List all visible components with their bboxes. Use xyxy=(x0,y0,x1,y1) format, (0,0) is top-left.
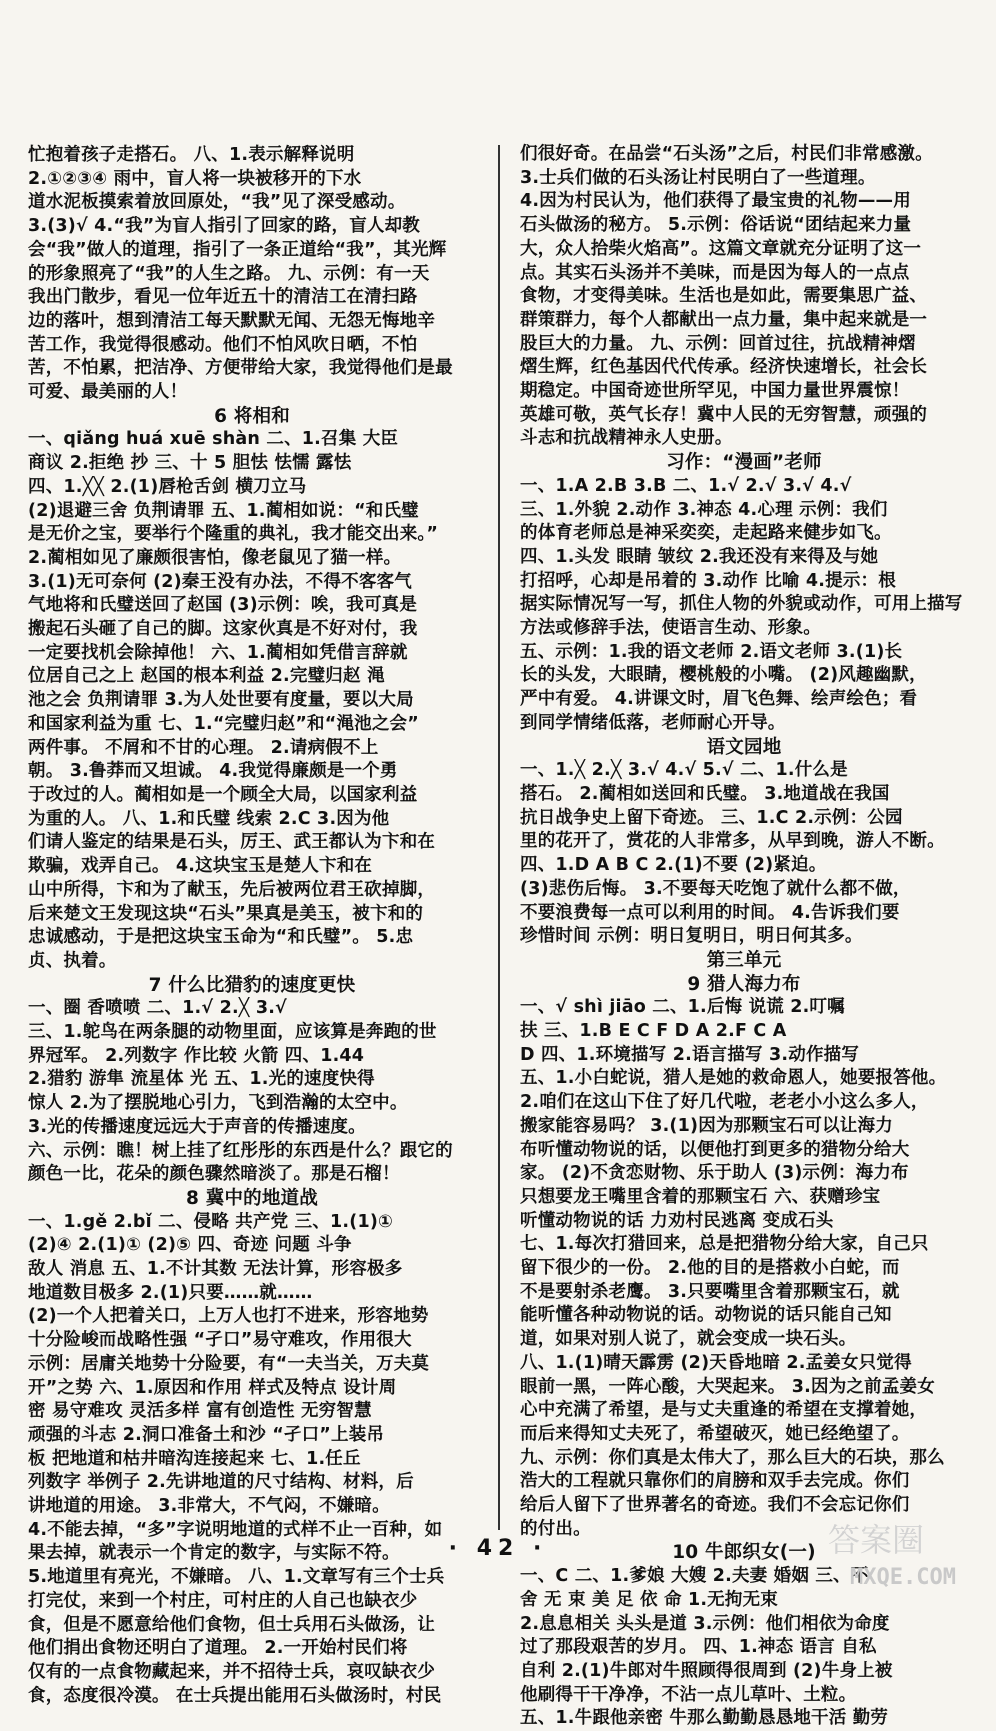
text-line: 4.因为村民认为，他们获得了最宝贵的礼物——用 xyxy=(520,191,911,212)
text-line: 四、1.D A B C 2.(1)不要 (2)紧迫。 xyxy=(520,855,827,876)
text-line: 食，态度很冷漠。 在士兵提出能用石头做汤时，村民 xyxy=(28,1685,442,1706)
text-line: 的形象照亮了“我”的人生之路。 九、示例：有一天 xyxy=(28,263,430,284)
text-line: 列数字 举例子 2.先讲地道的尺寸结构、材料，后 xyxy=(28,1472,414,1493)
text-line: 池之会 负荆请罪 3.为人处世要有度量，要以大局 xyxy=(28,690,414,711)
text-line: 里的花开了，赏花的人非常多，从早到晚，游人不断。 xyxy=(520,831,945,852)
text-line: 2.猎豹 游隼 流星体 光 五、1.光的速度快得 xyxy=(28,1069,375,1090)
text-line: 惊人 2.为了摆脱地心引力，飞到浩瀚的太空中。 xyxy=(28,1093,408,1114)
text-line: 长的头发，大眼睛，樱桃般的小嘴。 (2)风趣幽默， xyxy=(520,665,927,686)
text-line: 仅有的一点食物藏起来，并不招待士兵，哀叹缺衣少 xyxy=(28,1662,436,1682)
text-line: 六、示例：瞧！树上挂了红彤彤的东西是什么？跟它的 xyxy=(28,1140,453,1161)
text-line: 扶 三、1.B E C F D A 2.F C A xyxy=(520,1021,787,1042)
text-line: 心中充满了希望，是与丈夫重逢的希望在支撑着她， xyxy=(520,1400,928,1421)
text-line: 大，众人拾柴火焰高”。这篇文章就充分证明了这一 xyxy=(520,238,922,259)
text-line: 方法或修辞手法，使语言生动、形象。 xyxy=(520,618,821,639)
text-line: 五、1.小白蛇说，猎人是她的救命恩人，她要报答他。 xyxy=(520,1068,947,1089)
text-line: 于改过的人。蔺相如是一个顾全大局，以国家利益 xyxy=(28,784,418,805)
text-line: 苦，不怕累，把洁净、方便带给大家，我觉得他们是最 xyxy=(28,358,453,379)
section-heading: 9 猎人海力布 xyxy=(687,973,801,995)
text-line: 可爱、最美丽的人！ xyxy=(28,382,188,403)
text-line: 2.咱们在这山下住了好几代啦，老老小小这么多人， xyxy=(520,1092,929,1113)
text-line: 会“我”做人的道理，指引了一条正道给“我”，其光辉 xyxy=(28,239,447,260)
text-line: 密 易守难攻 灵活多样 富有创造性 无穷智慧 xyxy=(28,1401,372,1422)
text-line: 石头做汤的秘方。 5.示例：俗话说“团结起来力量 xyxy=(520,215,912,236)
text-line: 颜色一比，花朵的颜色骤然暗淡了。那是石榴！ xyxy=(28,1164,400,1185)
text-line: 一、1.gě 2.bǐ 二、侵略 共产党 三、1.(1)① xyxy=(28,1211,394,1232)
text-line: 他刷得干干净净，不沾一点儿草叶、土粒。 xyxy=(520,1684,857,1705)
text-line: 抗日战争史上留下奇迹。 三、1.C 2.示例：公园 xyxy=(520,807,903,828)
text-line: 讲地道的用途。 3.非常大，不气闷，不嫌暗。 xyxy=(28,1496,390,1517)
text-line: 们很好奇。在品尝“石头汤”之后，村民们非常感激。 xyxy=(520,144,933,164)
watermark-url: MXQE.COM xyxy=(850,1565,956,1590)
text-line: 家。 (2)不贪恋财物、乐于助人 (3)示例：海力布 xyxy=(520,1163,909,1184)
text-line: 一、1.A 2.B 3.B 二、1.√ 2.√ 3.√ 4.√ xyxy=(520,475,852,496)
text-line: 四、1.╳╳ 2.(1)唇枪舌剑 横刀立马 xyxy=(28,476,307,497)
text-line: 气地将和氏璧送回了赵国 (3)示例：唉，我可真是 xyxy=(28,595,418,616)
text-line: 板 把地道和枯井暗沟连接起来 七、1.任丘 xyxy=(28,1448,361,1469)
text-line: 舍 无 束 美 足 依 命 1.无拘无束 xyxy=(520,1589,778,1610)
text-line: 听懂动物说的话 力劝村民逃离 变成石头 xyxy=(520,1210,834,1231)
text-line: 打招呼，心却是吊着的 3.动作 比喻 4.提示：根 xyxy=(520,570,896,591)
text-line: 3.(1)无可奈何 (2)秦王没有办法，不得不客客气 xyxy=(28,571,412,592)
section-heading: 8 冀中的地道战 xyxy=(186,1187,318,1209)
text-line: 搬起石头砸了自己的脚。这家伙真是不好对付，我 xyxy=(28,619,418,640)
text-line: 3.士兵们做的石头汤让村民明白了一些道理。 xyxy=(520,167,876,188)
text-line: 我出门散步，看见一位年近五十的清洁工在清扫路 xyxy=(28,287,418,308)
text-line: 果去掉，就表示一个肯定的数字，与实际不符。 xyxy=(28,1543,400,1564)
text-line: (2)一个人把着关口，上万人也打不进来，形容地势 xyxy=(28,1306,429,1327)
text-line: 股巨大的力量。 九、示例：回首过往，抗战精神熠 xyxy=(520,333,916,354)
text-line: 示例：居庸关地势十分险要，有“一夫当关，万夫莫 xyxy=(28,1353,430,1374)
text-line: 过了那段艰苦的岁月。 四、1.神态 语言 自私 xyxy=(520,1637,877,1658)
text-line: 八、1.(1)晴天霹雳 (2)天昏地暗 2.孟姜女只觉得 xyxy=(520,1352,912,1373)
text-line: 2.①②③④ 雨中，盲人将一块被移开的下水 xyxy=(28,168,362,189)
text-line: 浩大的工程就只靠你们的肩膀和双手去完成。你们 xyxy=(520,1471,910,1492)
left-column xyxy=(28,144,476,1708)
section-heading: 10 牛郎织女(一) xyxy=(672,1542,816,1564)
text-line: D 四、1.环境描写 2.语言描写 3.动作描写 xyxy=(520,1044,860,1065)
text-line: 2.蔺相如见了廉颇很害怕，像老鼠见了猫一样。 xyxy=(28,547,402,568)
text-line: 道，如果对别人说了，就会变成一块石头。 xyxy=(520,1329,857,1350)
text-line: 七、1.每次打猎回来，总是把猎物分给大家，自己只 xyxy=(520,1234,929,1255)
text-line: 食物，才变得美味。生活也是如此，需要集思广益、 xyxy=(520,286,928,307)
text-line: 斗志和抗战精神永人史册。 xyxy=(520,428,733,449)
text-line: 的体育老师总是神采奕奕，走起路来健步如飞。 xyxy=(520,523,892,544)
section-heading: 6 将相和 xyxy=(214,405,290,427)
section-heading: 习作：“漫画”老师 xyxy=(666,452,822,474)
text-line: 们请人鉴定的结果是石头，厉王、武王都认为卞和在 xyxy=(28,832,436,853)
text-line: 九、示例：你们真是太伟大了，那么巨大的石块，那么 xyxy=(520,1447,945,1468)
text-line: 留下很少的一份。 2.他的目的是搭救小白蛇，而 xyxy=(520,1258,900,1279)
text-line: 不要浪费每一点可以利用的时间。 4.告诉我们要 xyxy=(520,902,900,923)
text-line: 边的落叶，想到清洁工每天默默无闻、无怨无悔地辛 xyxy=(28,310,436,331)
text-line: 5.地道里有亮光，不嫌暗。 八、1.文章写有三个士兵 xyxy=(28,1567,445,1588)
text-line: 食，但是不愿意给他们食物，但士兵用石头做汤，让 xyxy=(28,1614,436,1635)
text-line: 一、1.╳ 2.╳ 3.√ 4.√ 5.√ 二、1.什么是 xyxy=(520,760,848,781)
section-heading: 语文园地 xyxy=(706,736,782,758)
text-line: 忠诚感动，于是把这块宝玉命为“和氏璧”。 5.忠 xyxy=(28,927,414,948)
text-line: 敌人 消息 五、1.不计其数 无法计算，形容极多 xyxy=(28,1259,403,1280)
text-line: 的付出。 xyxy=(520,1518,591,1539)
text-line: 给后人留下了世界著名的奇迹。我们不会忘记你们 xyxy=(520,1495,910,1516)
text-line: 据实际情况写一写，抓住人物的外貌或动作，可用上描写 xyxy=(520,594,963,615)
text-line: (3)悲伤后悔。 3.不要每天吃饱了就什么都不做， xyxy=(520,878,911,899)
text-line: 不是要射杀老鹰。 3.只要嘴里含着那颗宝石，就 xyxy=(520,1281,900,1302)
text-line: 五、1.牛跟他亲密 牛那么勤勤恳恳地干活 勤劳 xyxy=(520,1708,889,1729)
text-line: 而后来得知丈夫死了，希望破灭，她已经绝望了。 xyxy=(520,1423,910,1444)
text-line: 到同学情绪低落，老师耐心开导。 xyxy=(520,712,786,733)
text-line: (2)④ 2.(1)① (2)⑤ 四、奇迹 问题 斗争 xyxy=(28,1235,352,1256)
text-line: 山中所得，卞和为了献玉，先后被两位君王砍掉脚， xyxy=(28,879,436,900)
text-line: (2)退避三舍 负荆请罪 五、1.蔺相如说：“和氏璧 xyxy=(28,500,419,521)
text-line: 英雄可敬，英气长存！冀中人民的无穷智慧，顽强的 xyxy=(520,404,928,425)
text-line: 自利 2.(1)牛郎对牛照顾得很周到 (2)牛身上被 xyxy=(520,1661,893,1681)
text-line: 期稳定。中国奇迹世所罕见，中国力量世界震惊！ xyxy=(520,381,910,402)
text-line: 熠生辉，红色基因代代传承。经济快速增长，社会长 xyxy=(520,357,928,378)
text-line: 2.息息相关 头头是道 3.示例：他们相依为命度 xyxy=(520,1613,890,1634)
text-line: 界冠军。 2.列数字 作比较 火箭 四、1.44 xyxy=(28,1045,365,1066)
text-line: 他们捐出食物还明白了道理。 2.一开始村民们将 xyxy=(28,1638,408,1659)
text-line: 搬家能容易吗？ 3.(1)因为那颗宝石可以让海力 xyxy=(520,1115,893,1136)
text-line: 一、C 二、1.爹娘 大嫂 2.夫妻 婚姻 三、不 xyxy=(520,1566,869,1587)
text-line: 地道数目极多 2.(1)只要……就…… xyxy=(28,1282,313,1303)
text-line: 十分险峻而战略性强 “孑口”易守难攻，作用很大 xyxy=(28,1330,412,1351)
text-line: 能听懂各种动物说的话。动物说的话只能自己知 xyxy=(520,1305,892,1326)
text-line: 贞、执着。 xyxy=(28,950,117,971)
text-line: 一定要找机会除掉他！ 六、1.蔺相如凭借言辞就 xyxy=(28,642,408,663)
text-line: 3.光的传播速度远远大于声音的传播速度。 xyxy=(28,1116,366,1137)
text-line: 只想要龙王嘴里含着的那颗宝石 六、获赠珍宝 xyxy=(520,1186,881,1207)
text-line: 两件事。 不屑和不甘的心理。 2.请病假不上 xyxy=(28,737,379,758)
text-line: 一、√ shì jiāo 二、1.后悔 说谎 2.叮嘱 xyxy=(520,997,845,1018)
text-line: 一、qiǎng huá xuē shàn 二、1.召集 大臣 xyxy=(28,429,399,450)
column-divider xyxy=(498,145,500,1530)
text-line: 打完仗，来到一个村庄，可村庄的人自己也缺衣少 xyxy=(28,1590,418,1611)
text-line: 朝。 3.鲁莽而又坦诚。 4.我觉得廉颇是一个勇 xyxy=(28,761,398,782)
text-line: 三、1.外貌 2.动作 3.神态 4.心理 示例：我们 xyxy=(520,499,888,520)
section-heading: 7 什么比猎豹的速度更快 xyxy=(148,974,356,996)
section-heading: 第三单元 xyxy=(706,949,782,971)
text-line: 苦工作，我觉得很感动。他们不怕风吹日晒，不怕 xyxy=(28,334,418,355)
text-line: 欺骗，戏弄自己。 4.这块宝玉是楚人卞和在 xyxy=(28,856,373,877)
text-line: 布听懂动物说的话，以便他打到更多的猎物分给大 xyxy=(520,1139,910,1160)
text-line: 和国家利益为重 七、1.“完璧归赵”和“渑池之会” xyxy=(28,713,419,734)
text-line: 搭石。 2.蔺相如送回和氏璧。 3.地道战在我国 xyxy=(520,783,890,804)
text-line: 道水泥板摸索着放回原处，“我”见了深受感动。 xyxy=(28,192,406,213)
text-line: 群策群力，每个人都献出一点力量，集中起来就是一 xyxy=(520,309,928,330)
text-line: 点。其实石头汤并不美味，而是因为每人的一点点 xyxy=(520,262,910,283)
text-line: 3.(3)√ 4.“我”为盲人指引了回家的路，盲人却教 xyxy=(28,216,420,237)
text-line: 顽强的斗志 2.洞口准备土和沙 “孑口”上装吊 xyxy=(28,1424,385,1445)
text-line: 后来楚文王发现这块“石头”果真是美玉，被卞和的 xyxy=(28,903,424,924)
text-line: 三、1.鸵鸟在两条腿的动物里面，应该算是奔跑的世 xyxy=(28,1022,437,1043)
right-column xyxy=(520,143,968,1731)
text-line: 严中有爱。 4.讲课文时，眉飞色舞、绘声绘色；看 xyxy=(520,689,918,710)
text-line: 四、1.头发 眼睛 皱纹 2.我还没有来得及与她 xyxy=(520,546,879,567)
watermark-logo: 答案圈 xyxy=(828,1521,925,1559)
text-line: 眼前一黑，一阵心酸，大哭起来。 3.因为之前孟姜女 xyxy=(520,1376,935,1397)
text-line: 一、圈 香喷喷 二、1.√ 2.╳ 3.√ xyxy=(28,998,287,1019)
text-line: 位居自己之上 赵国的根本利益 2.完璧归赵 渑 xyxy=(28,666,385,687)
text-line: 开”之势 六、1.原因和作用 样式及特点 设计周 xyxy=(28,1377,397,1398)
text-line: 珍惜时间 示例：明日复明日，明日何其多。 xyxy=(520,926,863,947)
text-line: 是无价之宝，要举行个隆重的典礼，我才能交出来。” xyxy=(28,524,439,545)
page-number: · 42 · xyxy=(448,1536,548,1561)
text-line: 五、示例：1.我的语文老师 2.语文老师 3.(1)长 xyxy=(520,641,903,662)
text-line: 4.不能去掉，“多”字说明地道的式样不止一百种，如 xyxy=(28,1519,443,1540)
text-line: 商议 2.拒绝 抄 三、十 5 胆怯 怯懦 露怯 xyxy=(28,453,352,474)
text-line: 为重的人。 八、1.和氏璧 线索 2.C 3.因为他 xyxy=(28,808,390,829)
text-line: 忙抱着孩子走搭石。 八、1.表示解释说明 xyxy=(28,145,355,165)
